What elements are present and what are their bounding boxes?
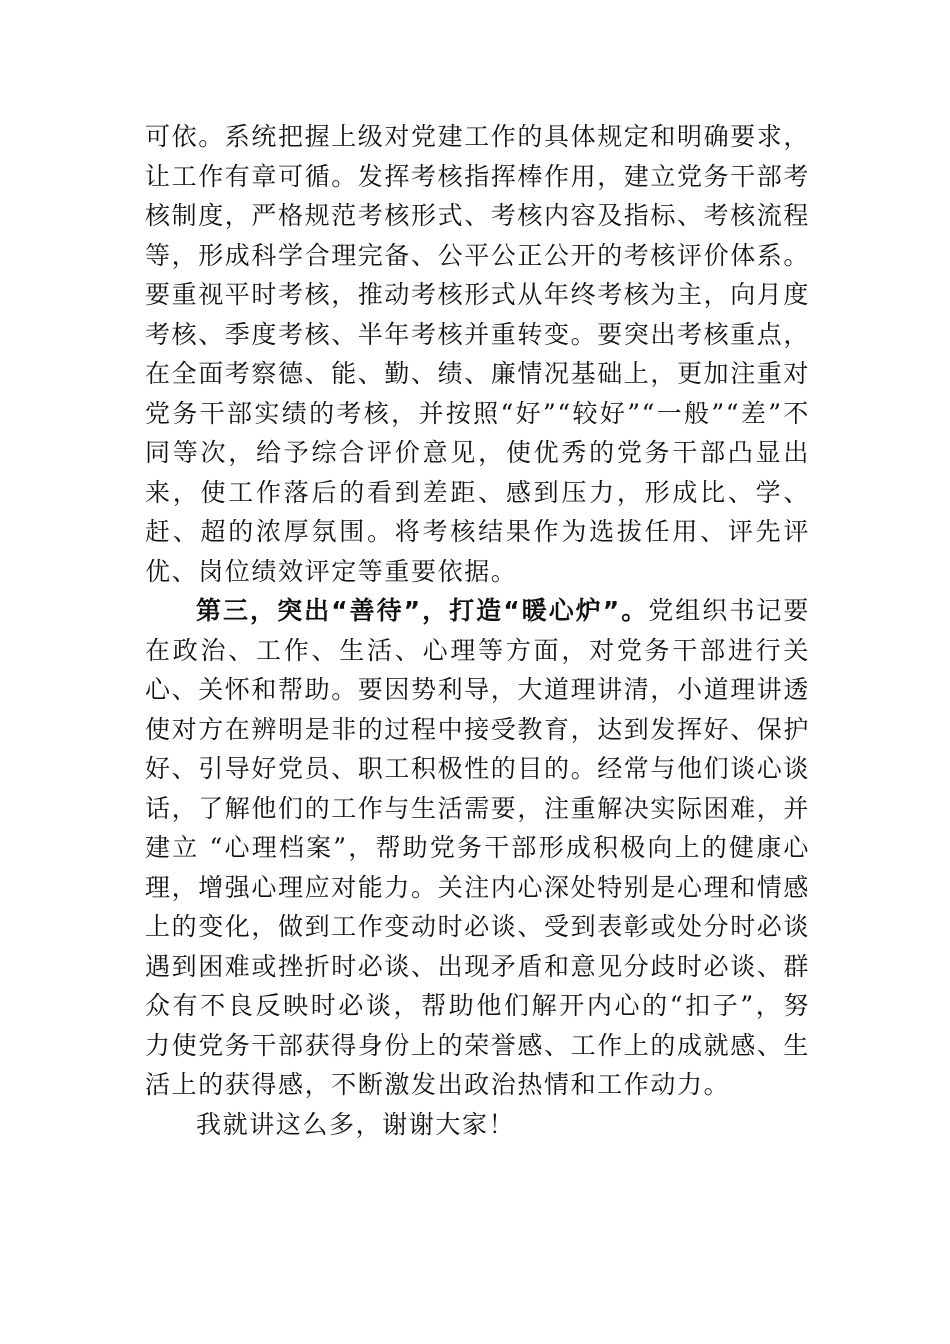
paragraph-heading: 第三，突出“善待”，打造“暖心炉”。 xyxy=(196,596,649,625)
paragraph-continuation xyxy=(145,117,810,591)
paragraph-text: 我就讲这么多，谢谢大家！ xyxy=(196,1109,516,1139)
paragraph-closing xyxy=(145,1105,810,1145)
paragraph-text: 党组织书记要在政治、工作、生活、心理等方面，对党务干部进行关心、关怀和帮助。要因势利导，大道理讲清，小道理讲透使对方在辨明是非的过程中接受教育，达到发挥好、保护好、引导好党员、职工积极性的目的。经常与他们谈心谈话，了解他们的工作与生活需要，注重解决实际困难，并建立 “心理档案”，帮助党务干部形成积极向上的健康心理，增强心理应对能力。关注内心深处特别是心理和情感上的变化，做到工作变动时必谈、受到表彰或处分时必谈遇到困难或挫折时必谈、出现矛盾和意见分歧时必谈、群众有不良反映时必谈，帮助他们解开内心的“扣子”，努力使党务干部获得身份上的荣誉感、工作上的成就感、生活上的获得感，不断激发出政治热情和工作动力。 xyxy=(145,596,811,1099)
paragraph-third-point xyxy=(145,591,810,1105)
paragraph-text: 可依。系统把握上级对党建工作的具体规定和明确要求，让工作有章可循。发挥考核指挥棒作用，建立党务干部考核制度，严格规范考核形式、考核内容及指标、考核流程等，形成科学合理完备、公平公正公开的考核评价体系。要重视平时考核，推动考核形式从年终考核为主，向月度考核、季度考核、半年考核并重转变。要突出考核重点，在全面考察德、能、勤、绩、廉情况基础上，更加注重对党务干部实绩的考核，并按照“好”“较好”“一般”“差”不同等次，给予综合评价意见，使优秀的党务干部凸显出来，使工作落后的看到差距、感到压力，形成比、学、赶、超的浓厚氛围。将考核结果作为选拔任用、评先评优、岗位绩效评定等重要依据。 xyxy=(145,122,811,586)
document-body xyxy=(145,117,810,1144)
